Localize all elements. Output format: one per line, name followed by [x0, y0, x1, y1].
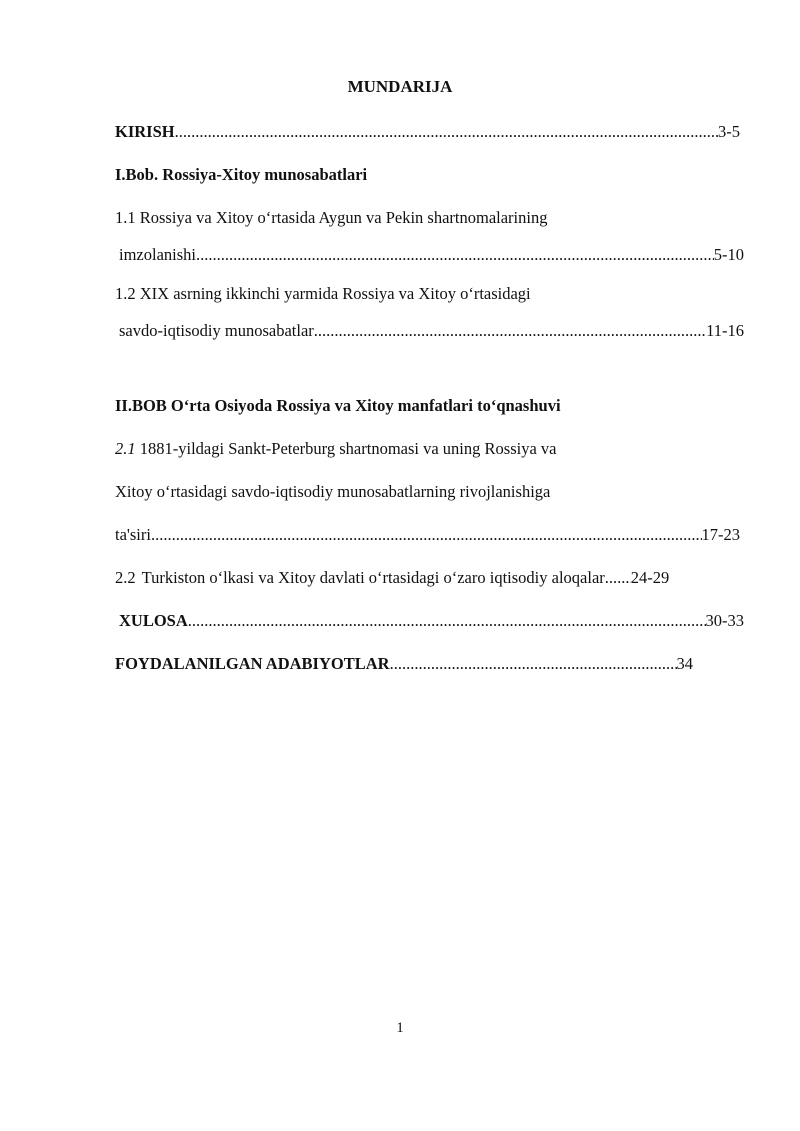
toc-entry-adabiyotlar[interactable]: [115, 653, 693, 675]
section-title: Turkiston o‘lkasi va Xitoy davlati o‘rtasidagi o‘zaro iqtisodiy aloqalar: [141, 568, 605, 587]
toc-entry-1-2-line2[interactable]: [115, 320, 744, 342]
dot-leader: [151, 524, 702, 546]
section-title: 1881-yildagi Sankt-Peterburg shartnomasi va uning Rossiya va: [139, 439, 557, 458]
toc-entry-1-1-line1[interactable]: [115, 207, 740, 229]
toc-entry-xulosa[interactable]: [115, 610, 744, 632]
section-title: Rossiya va Xitoy o‘rtasida Aygun va Pekin shartnomalarining: [139, 208, 548, 227]
dot-leader: [188, 610, 706, 632]
toc-label: XULOSA: [119, 611, 188, 630]
toc-page-range: 30-33: [705, 611, 744, 630]
toc-entry-2-1-line2[interactable]: Xitoy o‘rtasidagi savdo-iqtisodiy munosabatlarning rivojlanishiga: [115, 482, 551, 501]
toc-label: FOYDALANILGAN ADABIYOTLAR: [115, 654, 390, 673]
toc-page-range: 24-29: [630, 568, 670, 587]
section-number: 2.1: [115, 439, 136, 458]
toc-entry-2-1-line3[interactable]: [115, 524, 740, 546]
section-number: 1.2: [115, 284, 136, 303]
dot-leader: [196, 244, 714, 266]
section-title-cont: ta'siri: [115, 525, 151, 544]
page-number: 1: [396, 1020, 404, 1036]
toc-label: KIRISH: [115, 122, 175, 141]
toc-entry-1-2-line1[interactable]: [115, 283, 740, 305]
dot-leader: [314, 320, 706, 342]
toc-page-range: 17-23: [701, 525, 740, 544]
section-title-cont: imzolanishi: [119, 245, 196, 264]
section-title-cont: savdo-iqtisodiy munosabatlar: [119, 321, 314, 340]
toc-page-range: 5-10: [713, 245, 744, 264]
chapter-heading-1[interactable]: I.Bob. Rossiya-Xitoy munosabatlari: [115, 165, 368, 184]
toc-page-range: 11-16: [706, 321, 744, 340]
dot-leader: [390, 653, 677, 675]
dot-leader: [175, 121, 718, 143]
dot-leader: [605, 567, 631, 589]
toc-entry-1-1-line2[interactable]: [115, 244, 744, 266]
toc-entry-kirish[interactable]: [115, 121, 740, 143]
section-number: 2.2: [115, 568, 136, 587]
toc-entry-2-1-line1[interactable]: [115, 438, 740, 460]
page-title: MUNDARIJA: [347, 77, 453, 96]
toc-entry-2-2[interactable]: [115, 567, 740, 589]
chapter-heading-2[interactable]: II.BOB O‘rta Osiyoda Rossiya va Xitoy manfatlari to‘qnashuvi: [115, 396, 561, 415]
toc-page-range: 34: [676, 654, 693, 673]
toc-page-range: 3-5: [718, 122, 740, 141]
section-number: 1.1: [115, 208, 136, 227]
section-title: XIX asrning ikkinchi yarmida Rossiya va Xitoy o‘rtasidagi: [139, 284, 531, 303]
